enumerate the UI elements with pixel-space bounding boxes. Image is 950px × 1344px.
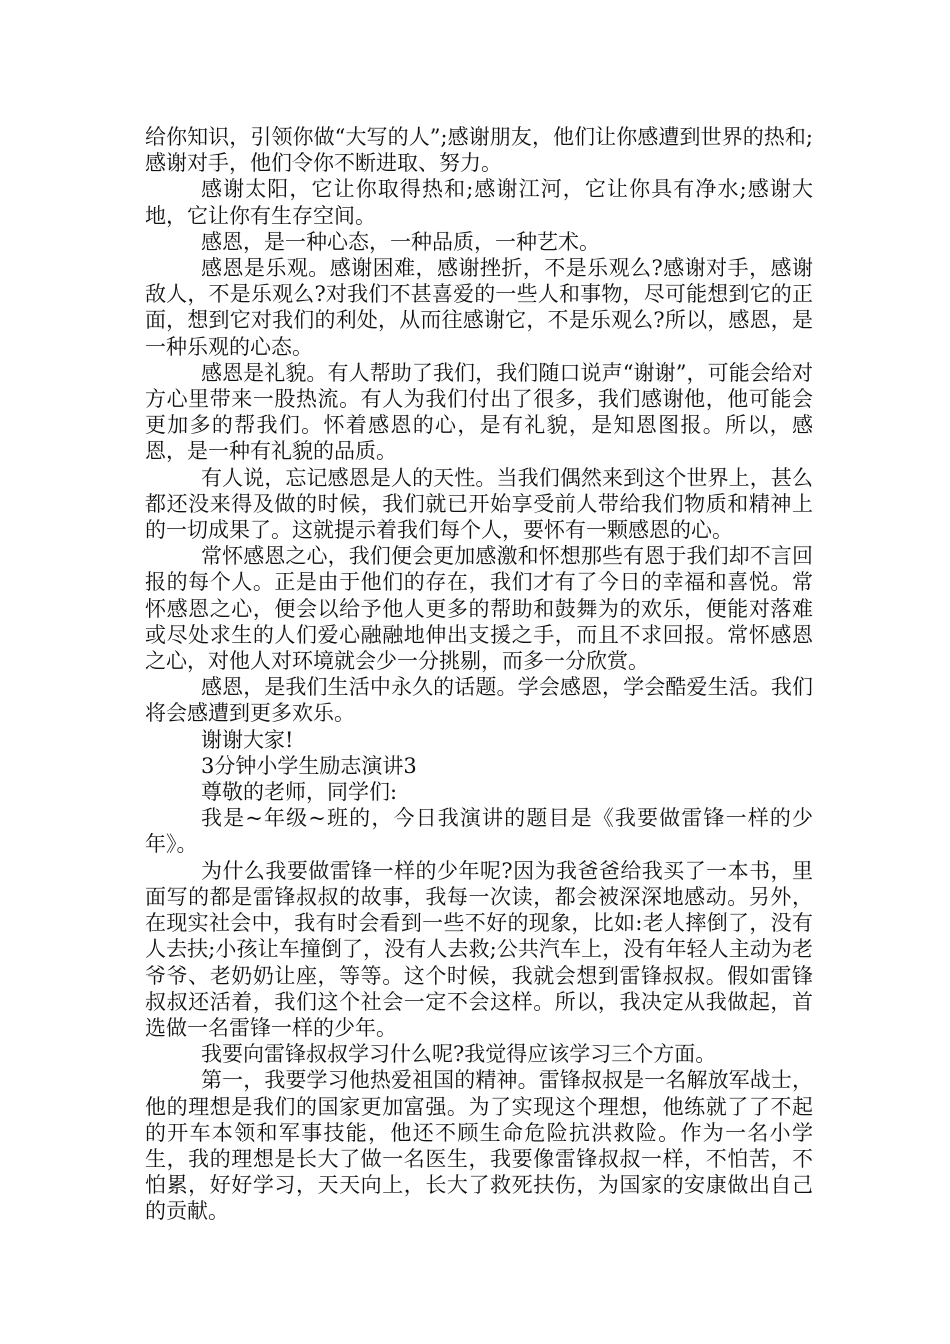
document-body: [145, 124, 813, 1225]
paragraph: 我要向雷锋叔叔学习什么呢?我觉得应该学习三个方面。: [201, 1042, 717, 1067]
section-title: 3分钟小学生励志演讲3: [201, 753, 417, 778]
paragraph: 感恩，是一种心态，一种品质，一种艺术。: [201, 229, 600, 254]
salutation: 尊敬的老师，同学们:: [201, 780, 398, 805]
paragraph: 第一，我要学习他热爱祖国的精神。雷锋叔叔是一名解放军战士，他的理想是我们的国家更加富强。为了实现这个理想，他练就了了不起的开车本领和军事技能，他还不顾生命危险抗洪救险。作为一名小学生，我的理想是长大了做一名医生，我要像雷锋叔叔一样，不怕苦，不怕累，好好学习，天天向上，长大了救死扶伤，为国家的安康做出自己的贡献。: [145, 1068, 813, 1224]
paragraph: 感恩，是我们生活中永久的话题。学会感恩，学会酷爱生活。我们将会感遭到更多欢乐。: [145, 675, 813, 726]
closing-line: 谢谢大家!: [201, 727, 294, 752]
paragraph: 有人说，忘记感恩是人的天性。当我们偶然来到这个世界上，甚么都还没来得及做的时候，我们就已开始享受前人带给我们物质和精神上的一切成果了。这就提示着我们每个人，要怀有一颗感恩的心。: [145, 465, 813, 543]
paragraph: 我是~年级~班的，今日我演讲的题目是《我要做雷锋一样的少年》。: [145, 806, 813, 857]
paragraph: 为什么我要做雷锋一样的少年呢?因为我爸爸给我买了一本书，里面写的都是雷锋叔叔的故事，我每一次读，都会被深深地感动。另外，在现实社会中，我有时会看到一些不好的现象，比如:老人摔倒了，没有人去扶;小孩让车撞倒了，没有人去救;公共汽车上，没有年轻人主动为老爷爷、老奶奶让座，等等。这个时候，我就会想到雷锋叔叔。假如雷锋叔叔还活着，我们这个社会一定不会这样。所以，我决定从我做起，首选做一名雷锋一样的少年。: [145, 858, 813, 1040]
paragraph: 感恩是乐观。感谢困难，感谢挫折，不是乐观么?感谢对手，感谢敌人，不是乐观么?对我们不甚喜爱的一些人和事物，尽可能想到它的正面，想到它对我们的利处，从而往感谢它，不是乐观么?所以，感恩，是一种乐观的心态。: [145, 256, 813, 359]
paragraph: 常怀感恩之心，我们便会更加感激和怀想那些有恩于我们却不言回报的每个人。正是由于他们的存在，我们才有了今日的幸福和喜悦。常怀感恩之心，便会以给予他人更多的帮助和鼓舞为的欢乐，便能对落难或尽处求生的人们爱心融融地伸出支援之手，而且不求回报。常怀感恩之心，对他人对环境就会少一分挑剔，而多一分欣赏。: [145, 544, 813, 674]
paragraph: 给你知识，引领你做“大写的人”;感谢朋友，他们让你感遭到世界的热和;感谢对手，他们令你不断进取、努力。: [145, 125, 813, 176]
paragraph: 感谢太阳，它让你取得热和;感谢江河，它让你具有净水;感谢大地，它让你有生存空间。: [145, 177, 813, 228]
paragraph: 感恩是礼貌。有人帮助了我们，我们随口说声“谢谢”，可能会给对方心里带来一股热流。有人为我们付出了很多，我们感谢他，他可能会更加多的帮我们。怀着感恩的心，是有礼貌，是知恩图报。所以，感恩，是一种有礼貌的品质。: [145, 360, 813, 464]
